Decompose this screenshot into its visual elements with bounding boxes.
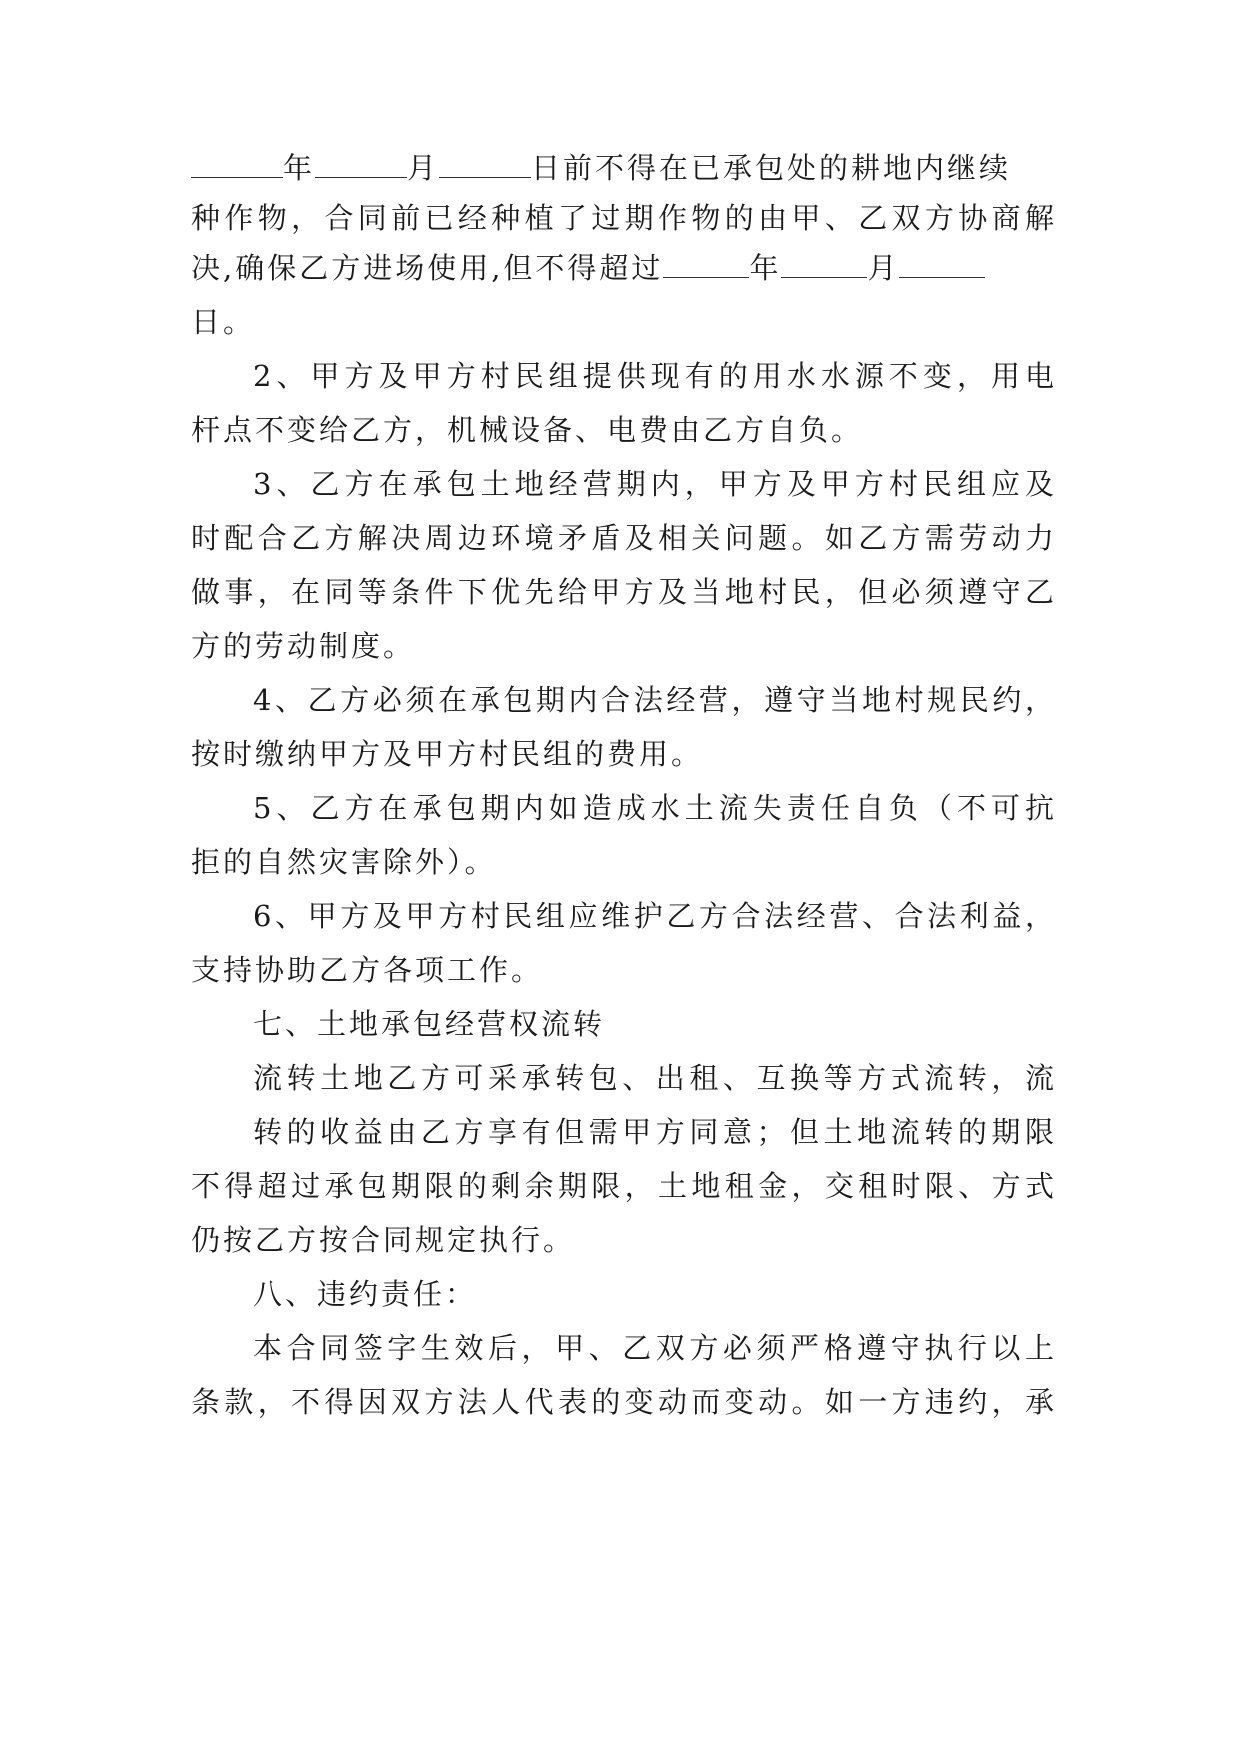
text-line: 做事，在同等条件下优先给甲方及当地村民，但必须遵守乙: [191, 575, 1057, 609]
text-month: 月: [867, 251, 900, 285]
text-line: 方的劳动制度。: [191, 629, 416, 663]
text-month: 月: [407, 151, 440, 185]
text-line: 不得超过承包期限的剩余期限，土地租金，交租时限、方式: [191, 1169, 1057, 1203]
section-heading-7: 七、土地承包经营权流转: [253, 1007, 606, 1041]
section-heading-8: 八、违约责任：: [253, 1277, 478, 1311]
text-line: 种作物，合同前已经种植了过期作物的由甲、乙双方协商解: [191, 201, 1057, 235]
text-year: 年: [749, 251, 782, 285]
blank-underline: [781, 249, 867, 278]
paragraph-breach: 本合同签字生效后，甲、乙双方必须严格遵守执行以上: [253, 1331, 1057, 1365]
paragraph-item-2: 2、甲方及甲方村民组提供现有的用水水源不变，用电: [253, 359, 1057, 393]
text-line: 杆点不变给乙方，机械设备、电费由乙方自负。: [191, 413, 864, 447]
text-line: 日。: [191, 305, 256, 339]
text-line: 转的收益由乙方享有但需甲方同意；但土地流转的期限: [253, 1115, 1057, 1149]
text-line: 按时缴纳甲方及甲方村民组的费用。: [191, 737, 704, 771]
text-line: 支持协助乙方各项工作。: [191, 953, 544, 987]
blank-underline: [315, 149, 407, 178]
text-line: 时配合乙方解决周边环境矛盾及相关问题。如乙方需劳动力: [191, 521, 1057, 555]
paragraph-item-3: 3、乙方在承包土地经营期内，甲方及甲方村民组应及: [253, 467, 1057, 501]
blank-underline: [439, 149, 531, 178]
blank-underline: [899, 249, 985, 278]
text-rest: 日前不得在已承包处的耕地内继续: [531, 151, 1012, 185]
paragraph-item-4: 4、乙方必须在承包期内合法经营，遵守当地村规民约，: [253, 683, 1057, 717]
text-line-date-1: [191, 148, 1057, 188]
paragraph-transfer: 流转土地乙方可采承转包、出租、互换等方式流转，流: [253, 1061, 1057, 1095]
text-lead: 决,确保乙方进场使用,但不得超过: [191, 251, 664, 285]
text-line: 拒的自然灾害除外）。: [191, 845, 497, 879]
text-year: 年: [283, 151, 316, 185]
text-line: 仍按乙方按合同规定执行。: [191, 1223, 576, 1257]
blank-underline: [663, 249, 749, 278]
blank-underline: [191, 149, 283, 178]
paragraph-item-6: 6、甲方及甲方村民组应维护乙方合法经营、合法利益，: [253, 899, 1057, 933]
text-line: 条款，不得因双方法人代表的变动而变动。如一方违约，承: [191, 1385, 1057, 1419]
text-line-date-2: [191, 248, 1057, 288]
paragraph-item-5: 5、乙方在承包期内如造成水土流失责任自负（不可抗: [253, 791, 1057, 825]
